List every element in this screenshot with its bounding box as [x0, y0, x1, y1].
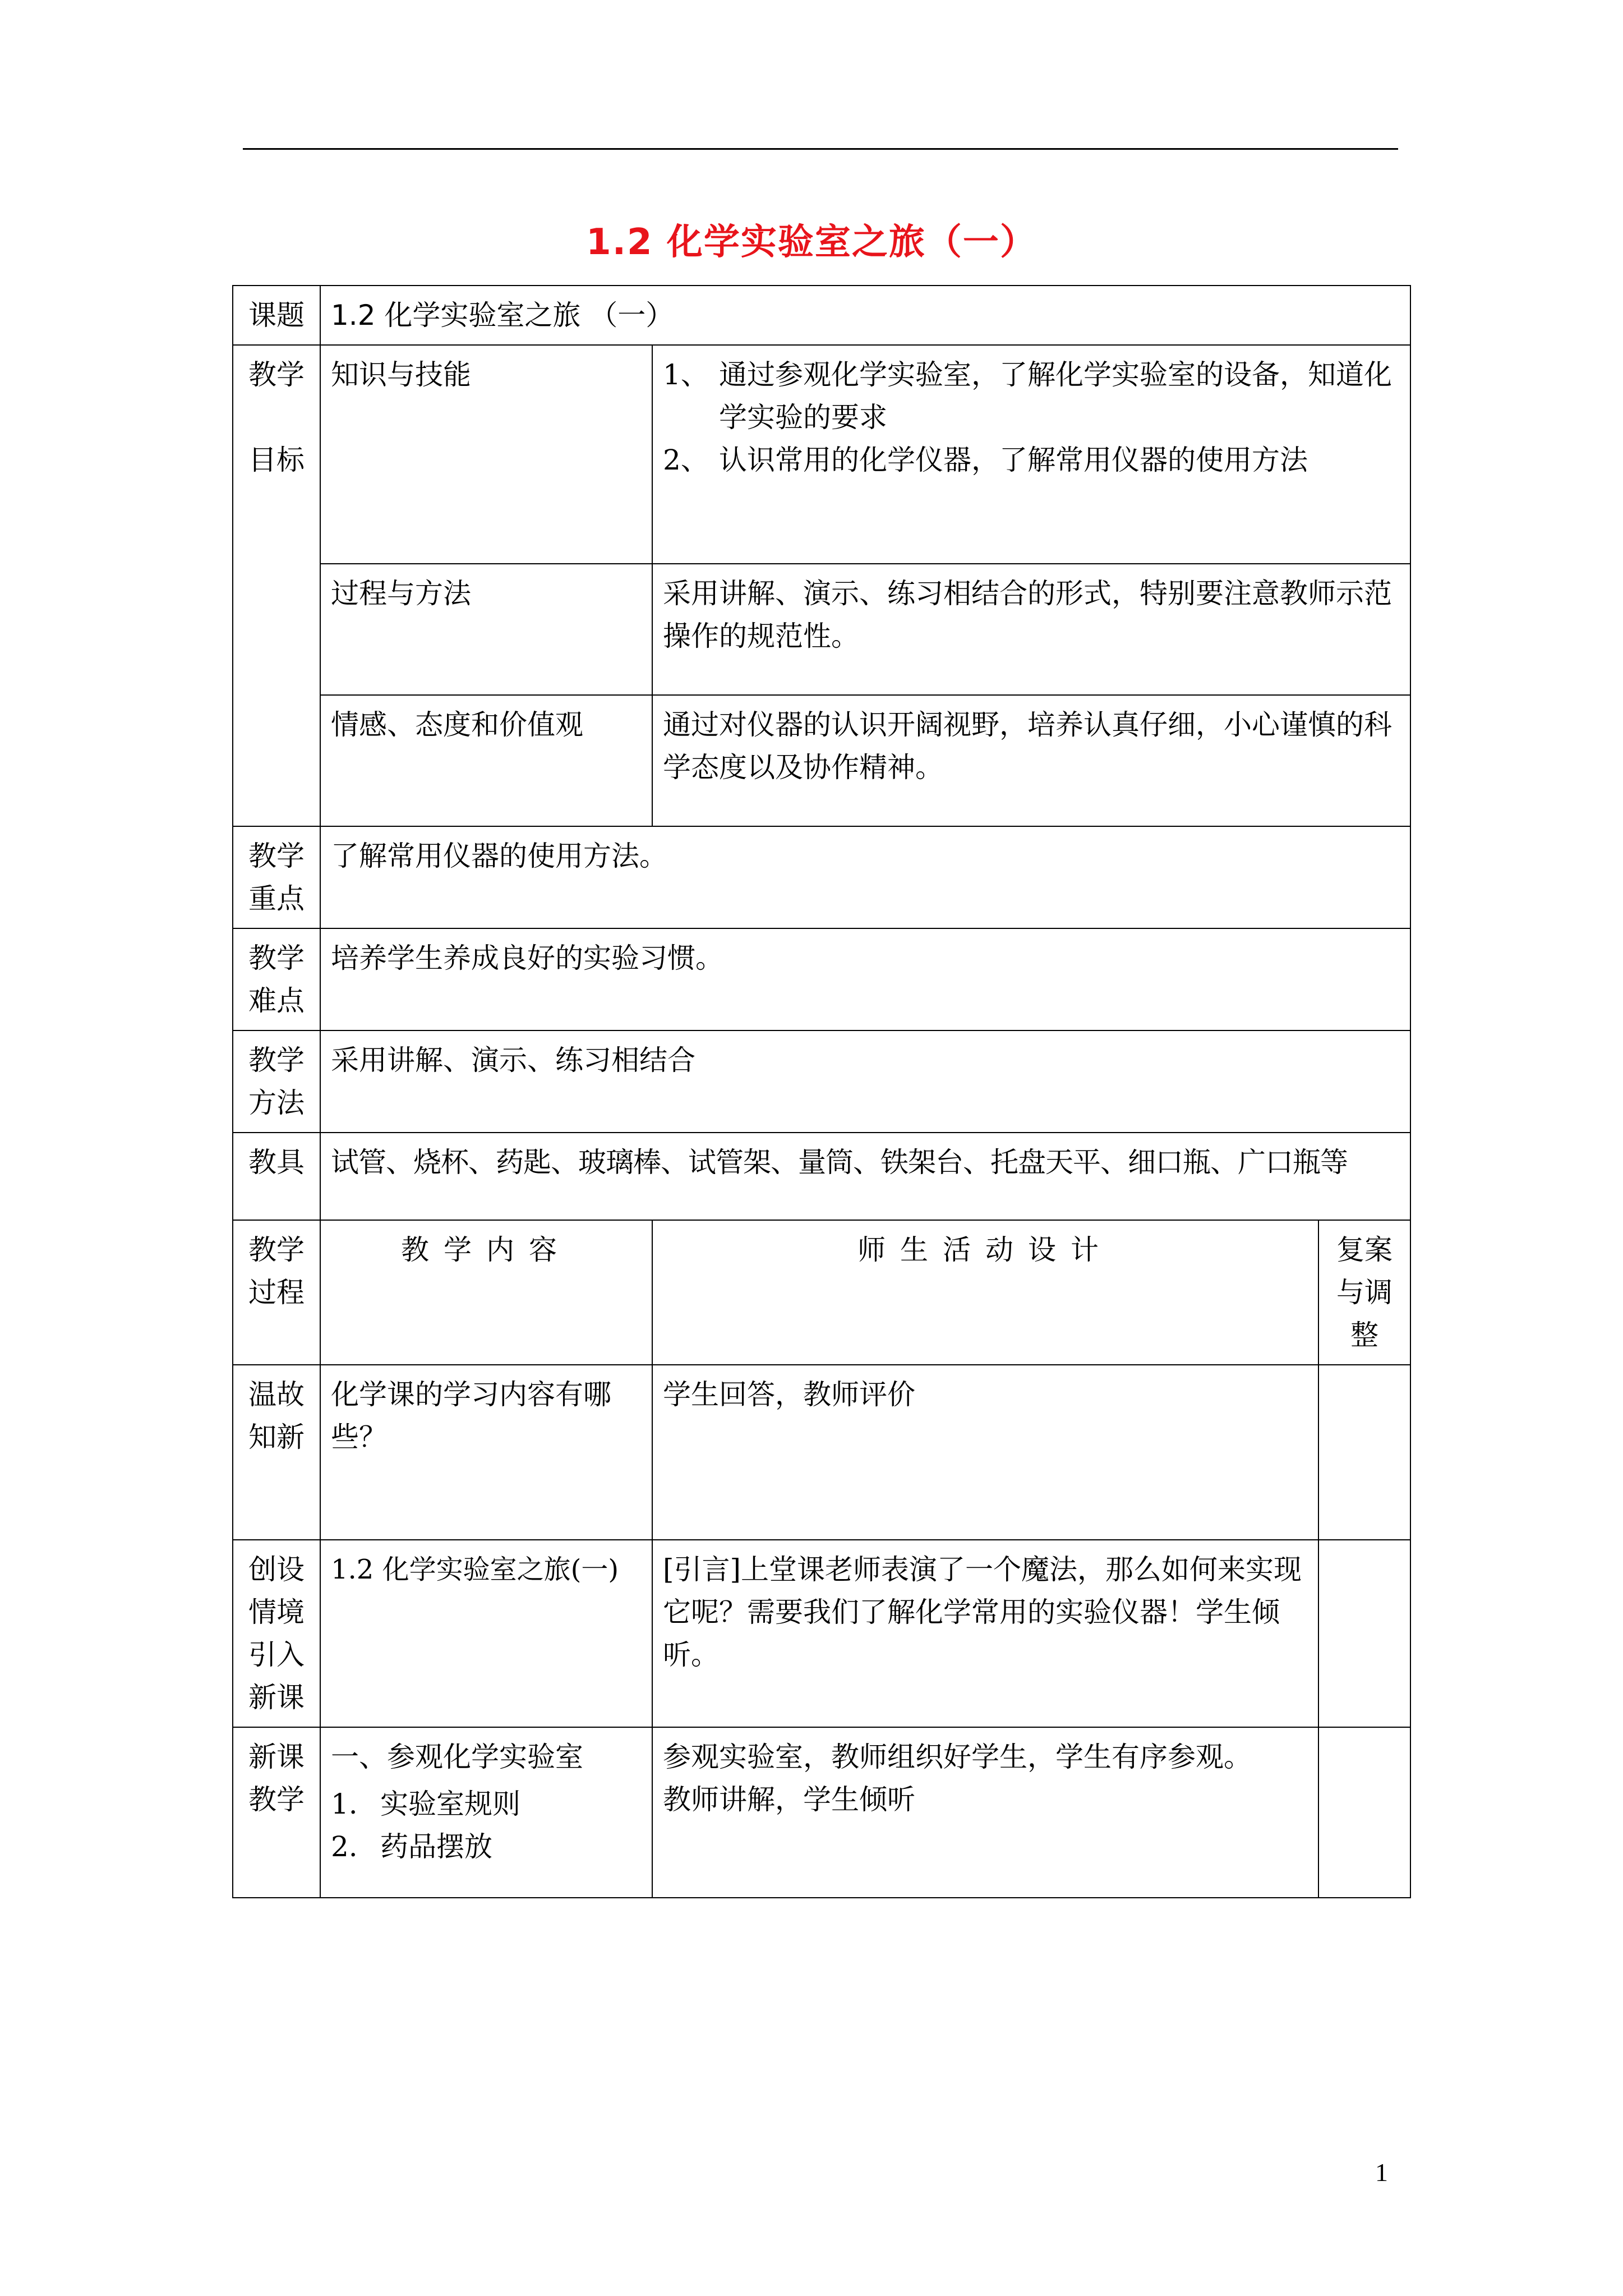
- objectives-process-row: [233, 564, 1410, 695]
- knowledge-list: [663, 353, 1400, 481]
- content-column-header: 教学内容: [320, 1220, 652, 1365]
- content-heading: 一、参观化学实验室: [331, 1741, 583, 1773]
- list-item: 2. 药品摆放: [331, 1830, 492, 1863]
- process-header-row: [233, 1220, 1410, 1365]
- table-row: [233, 1365, 1410, 1540]
- step-label: 温故知新: [233, 1365, 320, 1540]
- header-rule: [243, 148, 1398, 150]
- step-content: [320, 1727, 652, 1898]
- knowledge-label: 知识与技能: [320, 345, 652, 564]
- difficulty-label: 教学难点: [233, 928, 320, 1030]
- key-point-row: [233, 826, 1410, 928]
- activity-column-header: 师生活动设计: [652, 1220, 1318, 1365]
- document-title: 1.2 化学实验室之旅（一）: [586, 222, 1037, 263]
- step-adjust: [1318, 1540, 1410, 1727]
- objectives-knowledge-row: [233, 345, 1410, 564]
- process-header-label: 教学过程: [233, 1220, 320, 1365]
- difficulty-row: [233, 928, 1410, 1030]
- step-activity: [引言]上堂课老师表演了一个魔法，那么如何来实现它呢？需要我们了解化学常用的实验仪器！学生倾听。: [652, 1540, 1318, 1727]
- step-content: 1.2 化学实验室之旅(一): [320, 1540, 652, 1727]
- objectives-label: 教学 目标: [233, 345, 320, 826]
- step-label: 创设情境引入新课: [233, 1540, 320, 1727]
- table-row: [233, 1540, 1410, 1727]
- process-content: 采用讲解、演示、练习相结合的形式，特别要注意教师示范操作的规范性。: [652, 564, 1410, 695]
- step-adjust: [1318, 1727, 1410, 1898]
- step-activity: 参观实验室，教师组织好学生，学生有序参观。 教师讲解，学生倾听: [652, 1727, 1318, 1898]
- difficulty-content: 培养学生养成良好的实验习惯。: [320, 928, 1410, 1030]
- knowledge-content: [652, 345, 1410, 564]
- list-item: 2、 认识常用的化学仪器，了解常用仪器的使用方法: [663, 444, 1308, 476]
- tools-content: 试管、烧杯、药匙、玻璃棒、试管架、量筒、铁架台、托盘天平、细口瓶、广口瓶等: [320, 1133, 1410, 1220]
- attitude-label: 情感、态度和价值观: [320, 695, 652, 826]
- step-label: 新课教学: [233, 1727, 320, 1898]
- list-item: 1、 通过参观化学实验室，了解化学实验室的设备，知道化学实验的要求: [663, 358, 1392, 434]
- topic-value: 1.2 化学实验室之旅 （一）: [320, 286, 1410, 345]
- table-row: [233, 1727, 1410, 1898]
- step-content: 化学课的学习内容有哪些？: [320, 1365, 652, 1540]
- method-content: 采用讲解、演示、练习相结合: [320, 1030, 1410, 1133]
- objectives-attitude-row: [233, 695, 1410, 826]
- method-label: 教学方法: [233, 1030, 320, 1133]
- page-number: 1: [1375, 2158, 1388, 2187]
- key-point-label: 教学重点: [233, 826, 320, 928]
- tools-label: 教具: [233, 1133, 320, 1220]
- lesson-plan-table: [232, 285, 1411, 1898]
- topic-row: [233, 286, 1410, 345]
- process-label: 过程与方法: [320, 564, 652, 695]
- adjust-column-header: 复案与调整: [1318, 1220, 1410, 1365]
- method-row: [233, 1030, 1410, 1133]
- key-point-content: 了解常用仪器的使用方法。: [320, 826, 1410, 928]
- step-adjust: [1318, 1365, 1410, 1540]
- topic-label: 课题: [233, 286, 320, 345]
- step-activity: 学生回答，教师评价: [652, 1365, 1318, 1540]
- attitude-content: 通过对仪器的认识开阔视野，培养认真仔细，小心谨慎的科学态度以及协作精神。: [652, 695, 1410, 826]
- list-item: 1. 实验室规则: [331, 1788, 520, 1820]
- tools-row: [233, 1133, 1410, 1220]
